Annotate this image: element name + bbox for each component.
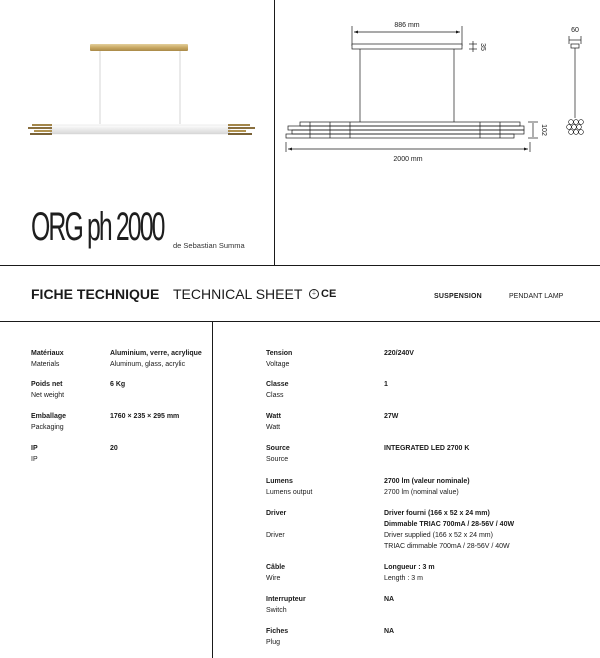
spec-value-en: Aluminum, glass, acrylic	[110, 361, 186, 368]
spec-label-fr: Source	[266, 445, 290, 452]
spec-label-en: Driver	[266, 532, 285, 539]
dim-length-total: 2000 mm	[393, 156, 423, 163]
certification-marks	[309, 288, 336, 300]
dim-side-width: 60	[571, 27, 579, 34]
spec-label-fr: Interrupteur	[266, 596, 306, 603]
spec-value-en: Length : 3 m	[384, 575, 423, 582]
top-divider-vertical	[274, 0, 275, 265]
spec-value-fr: NA	[384, 628, 395, 635]
dimension-drawing	[280, 18, 594, 178]
spec-label-en: Source	[266, 456, 289, 463]
spec-label-fr: Matériaux	[31, 350, 64, 357]
spec-value-fr: 1760 × 235 × 295 mm	[110, 413, 180, 420]
spec-value-fr: 220/240V	[384, 350, 414, 357]
spec-label-fr: Poids net	[31, 381, 63, 388]
spec-value-fr: Longueur : 3 m	[384, 564, 435, 571]
spec-label-fr: Classe	[266, 381, 289, 388]
spec-label-en: Voltage	[266, 361, 290, 368]
header-divider-horizontal	[0, 321, 600, 322]
spec-label-en: Packaging	[31, 424, 64, 431]
spec-value-fr: NA	[384, 596, 395, 603]
spec-value-fr: Aluminium, verre, acrylique	[110, 350, 202, 357]
dim-length-top: 886 mm	[394, 22, 420, 29]
spec-label-fr: Fiches	[266, 628, 289, 635]
spec-label-fr: Emballage	[31, 413, 67, 420]
sheet-title-fr: FICHE TECHNIQUE	[31, 286, 160, 302]
specs-divider-vertical	[212, 321, 213, 658]
product-type-en: PENDANT LAMP	[509, 293, 564, 300]
spec-value-fr: 1	[384, 381, 388, 388]
spec-value-fr: 6 Kg	[110, 381, 126, 388]
dim-canopy-height: 35	[479, 43, 486, 51]
spec-label-en: Net weight	[31, 392, 65, 399]
spec-value-fr-line2: Dimmable TRIAC 700mA / 28-56V / 40W	[384, 521, 515, 528]
product-name: ORG ph 2000	[31, 205, 164, 249]
spec-value-fr: 20	[110, 445, 118, 452]
spec-value-en: 2700 lm (nominal value)	[384, 489, 459, 496]
spec-label-fr: Lumens	[266, 478, 293, 485]
spec-value-fr: 2700 lm (valeur nominale)	[384, 478, 470, 485]
spec-value-fr: Driver fourni (166 x 52 x 24 mm)	[384, 510, 490, 517]
spec-label-fr: Driver	[266, 510, 287, 517]
spec-label-fr: Watt	[266, 413, 281, 420]
spec-value-en-line2: TRIAC dimmable 700mA / 28-56V / 40W	[384, 543, 510, 550]
product-type-fr: SUSPENSION	[434, 293, 482, 300]
top-divider-horizontal	[0, 265, 600, 266]
ce-mark: CE	[321, 288, 337, 300]
spec-label-en: IP	[31, 456, 38, 463]
product-illustration	[28, 40, 256, 150]
spec-label-en: Wire	[266, 575, 281, 582]
spec-value-fr: 27W	[384, 413, 399, 420]
spec-label-en: Class	[266, 392, 284, 399]
dim-body-height: 102	[540, 124, 547, 136]
earth-symbol-icon: ⏚	[310, 291, 317, 297]
sheet-title-en: TECHNICAL SHEET	[173, 286, 303, 302]
spec-label-en: Materials	[31, 361, 60, 368]
spec-label-fr: Câble	[266, 564, 286, 571]
spec-label-fr: Tension	[266, 350, 293, 357]
spec-label-en: Watt	[266, 424, 281, 431]
designer-credit: de Sebastian Summa	[173, 241, 245, 250]
spec-value-fr: INTEGRATED LED 2700 K	[384, 445, 470, 452]
spec-label-en: Lumens output	[266, 489, 313, 496]
spec-value-en: Driver supplied (166 x 52 x 24 mm)	[384, 532, 493, 539]
spec-label-en: Plug	[266, 639, 281, 646]
spec-label-en: Switch	[266, 607, 287, 614]
spec-label-fr: IP	[31, 445, 38, 452]
